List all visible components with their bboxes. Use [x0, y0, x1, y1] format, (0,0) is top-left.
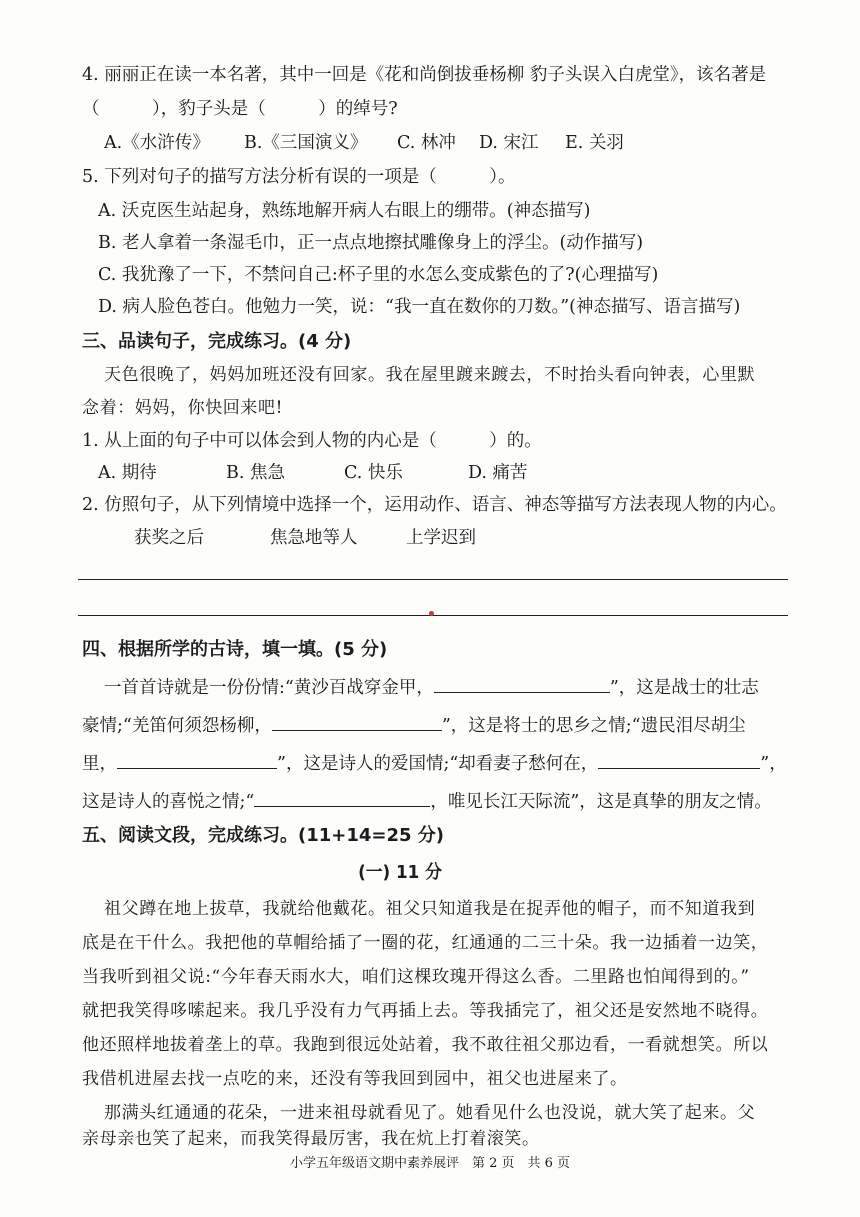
scenario-waiting: 焦急地等人	[270, 528, 358, 548]
section3-passage-line1: 天色很晚了，妈妈加班还没有回家。我在屋里踱来踱去，不时抬头看向钟表，心里默	[104, 365, 756, 385]
q4-option-c: C. 林冲	[397, 133, 456, 153]
passage-line: 亲母亲也笑了起来，而我笑得最厉害，我在炕上打着滚笑。	[82, 1129, 540, 1149]
passage-line: 就把我笑得哆嗦起来。我几乎没有力气再插上去。等我插完了，祖父还是安然地不晓得。	[82, 1001, 769, 1021]
section3-q1-option-d: D. 痛苦	[468, 463, 528, 483]
passage-line: 他还照样地拔着垄上的草。我跑到很远处站着，我不敢往祖父那边看，一看就想笑。所以	[82, 1035, 769, 1055]
q4-stem-line2: （ ），豹子头是（ ）的绰号?	[82, 99, 398, 119]
poem-text-3b: ”，这是诗人的爱国情;“却看妻子愁何在，	[277, 754, 599, 774]
poem-text-3c: ”，	[760, 754, 787, 774]
poem-blank-1[interactable]	[434, 674, 610, 693]
passage-line: 底是在干什么。我把他的草帽给插了一圈的花，红通通的二三十朵。我一边插着一边笑，	[82, 933, 769, 953]
q4-options	[104, 131, 624, 155]
q4-option-e: E. 关羽	[565, 133, 624, 153]
section3-q1-options	[98, 461, 528, 485]
section3-scenarios	[134, 526, 476, 550]
poem-text-4b: ，唯见长江天际流”，这是真挚的朋友之情。	[430, 792, 772, 812]
section4-heading: 四、根据所学的古诗，填一填。(5 分)	[82, 639, 388, 660]
q5-option-b: B. 老人拿着一条湿毛巾，正一点点地擦拭雕像身上的浮尘。(动作描写)	[98, 233, 644, 253]
poem-blank-5[interactable]	[254, 788, 430, 807]
section3-q2-stem: 2. 仿照句子，从下列情境中选择一个，运用动作、语言、神态等描写方法表现人物的内心。	[82, 495, 787, 515]
section3-heading: 三、品读句子，完成练习。(4 分)	[82, 331, 352, 352]
q5-option-c: C. 我犹豫了一下，不禁问自己:杯子里的水怎么变成紫色的了?(心理描写)	[98, 265, 659, 285]
q4-option-d: D. 宋江	[479, 133, 539, 153]
poem-text-3a: 里，	[82, 754, 117, 774]
passage-line: 祖父蹲在地上拔草，我就给他戴花。祖父只知道我是在捉弄他的帽子，而不知道我到	[104, 899, 756, 919]
section4-line1	[104, 674, 759, 700]
poem-text-2a: 豪情;“羌笛何须怨杨柳，	[82, 716, 272, 736]
passage-line: 当我听到祖父说:“今年春天雨水大，咱们这棵玫瑰开得这么香。二里路也怕闻得到的。”	[82, 967, 750, 987]
page-footer: 小学五年级语文期中素养展评 第 2 页 共 6 页	[289, 1156, 571, 1171]
section3-passage-line2: 念着：妈妈，你快回来吧!	[82, 398, 284, 418]
ink-dot	[429, 611, 434, 616]
poem-text-1a: 一首首诗就是一份份情:“黄沙百战穿金甲，	[104, 678, 434, 698]
passage-line: 我借机进屋去找一点吃的来，还没有等我回到园中，祖父也进屋来了。	[82, 1069, 628, 1089]
q4-stem-line1: 4. 丽丽正在读一本名著，其中一回是《花和尚倒拔垂杨柳 豹子头误入白虎堂》，该名著是	[82, 65, 767, 85]
poem-blank-4[interactable]	[598, 750, 760, 769]
poem-text-1b: ”，这是战士的壮志	[609, 678, 759, 698]
q5-option-d: D. 病人脸色苍白。他勉力一笑，说：“我一直在数你的刀数。”(神态描写、语言描写)	[98, 297, 741, 317]
section3-q1-option-b: B. 焦急	[226, 463, 285, 483]
q5-option-a: A. 沃克医生站起身，熟练地解开病人右眼上的绷带。(神态描写)	[98, 201, 591, 221]
answer-line-1[interactable]	[78, 579, 788, 580]
scenario-late: 上学迟到	[406, 528, 476, 548]
q4-option-a: A.《水浒传》	[104, 133, 210, 153]
section3-q1-option-c: C. 快乐	[344, 463, 403, 483]
poem-blank-3[interactable]	[117, 750, 277, 769]
section3-q1-stem: 1. 从上面的句子中可以体会到人物的内心是（ ）的。	[82, 431, 542, 451]
q5-stem: 5. 下列对句子的描写方法分析有误的一项是（ ）。	[82, 167, 516, 187]
poem-text-2b: ”，这是将士的思乡之情;“遗民泪尽胡尘	[441, 716, 746, 736]
section4-line2	[82, 712, 746, 738]
section5-heading: 五、阅读文段，完成练习。(11+14=25 分)	[82, 825, 445, 846]
section5-subheading: (一) 11 分	[358, 862, 442, 883]
section3-q1-option-a: A. 期待	[98, 463, 157, 483]
q4-option-b: B.《三国演义》	[244, 133, 368, 153]
passage-line: 那满头红通通的花朵，一进来祖母就看见了。她看见什么也没说，就大笑了起来。父	[104, 1103, 756, 1123]
poem-blank-2[interactable]	[272, 712, 442, 731]
scenario-award: 获奖之后	[134, 528, 204, 548]
section4-line3	[82, 750, 787, 776]
section4-line4	[82, 788, 772, 814]
poem-text-4a: 这是诗人的喜悦之情;“	[82, 792, 255, 812]
